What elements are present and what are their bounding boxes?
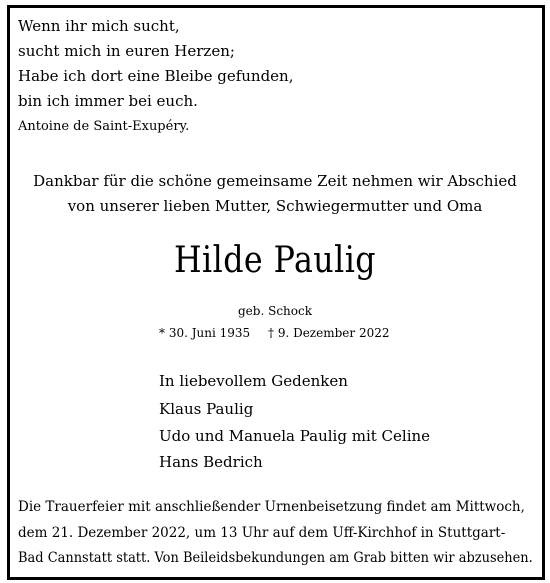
poem-line: sucht mich in euren Herzen;: [18, 42, 235, 60]
birth-name: geb. Schock: [238, 304, 312, 318]
poem-author: Antoine de Saint-Exupéry.: [18, 119, 190, 134]
death-date: † 9. Dezember 2022: [268, 326, 390, 340]
mourner-name: Udo und Manuela Paulig mit Celine: [159, 427, 431, 445]
poem-line: Habe ich dort eine Bleibe gefunden,: [18, 67, 294, 85]
poem-line: bin ich immer bei euch.: [18, 92, 198, 110]
poem-line: Wenn ihr mich sucht,: [18, 17, 180, 35]
deceased-name: Hilde Paulig: [173, 240, 376, 281]
intro-line: von unserer lieben Mutter, Schwiegermutter und Oma: [67, 197, 483, 215]
mourner-name: Klaus Paulig: [159, 400, 254, 418]
intro-line: Dankbar für die schöne gemeinsame Zeit nehmen wir Abschied: [33, 172, 517, 190]
mourners-heading: In liebevollem Gedenken: [159, 372, 348, 390]
funeral-notice-line: Die Trauerfeier mit anschließender Urnenbeisetzung findet am Mittwoch,: [18, 499, 525, 515]
mourner-name: Hans Bedrich: [159, 453, 263, 471]
funeral-notice-line: dem 21. Dezember 2022, um 13 Uhr auf dem Uff-Kirchhof in Stuttgart-: [18, 525, 506, 541]
birth-date: * 30. Juni 1935: [159, 326, 251, 340]
funeral-notice-line: Bad Cannstatt statt. Von Beileidsbekundungen am Grab bitten wir abzusehen.: [18, 550, 533, 566]
